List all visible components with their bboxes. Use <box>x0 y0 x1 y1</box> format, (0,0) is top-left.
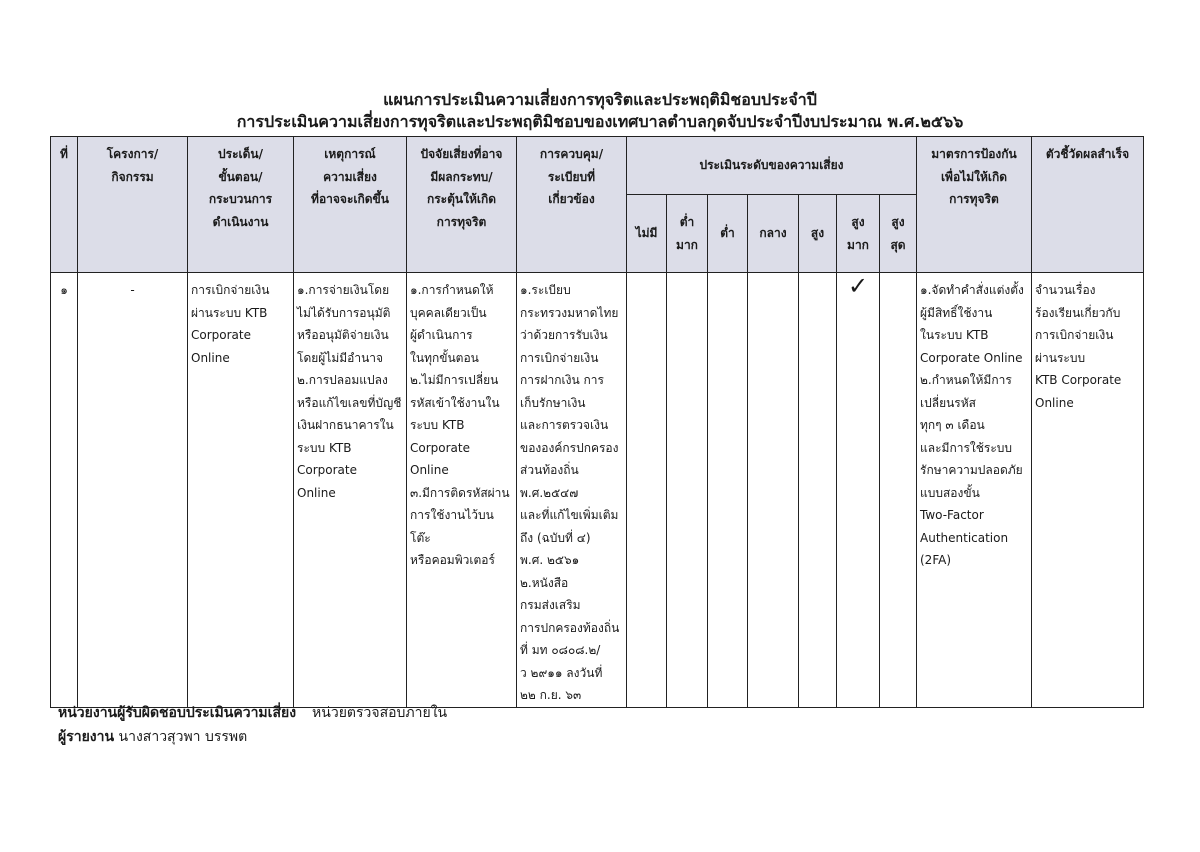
row-control: ๑.ระเบียบ กระทรวงมหาดไทย ว่าด้วยการรับเงิน การเบิกจ่ายเงิน การฝากเงิน การ เก็บรักษาเงิน และการตรวจเงิน ขององค์กรปกครอง ส่วนท้องถิ่น พ.ศ.๒๕๔๗ และที่แก้ไขเพิ่มเติม ถึง (ฉบับที่ ๔) พ.ศ. ๒๕๖๑ ๒.หนังสือ กรมส่งเสริม การปกครองท้องถิ่น ที่ มท ๐๘๐๘.๒/ ว ๒๙๑๑ ลงวันที่ ๒๒ ก.ย. ๖๓ <box>520 283 620 702</box>
risk-assessment-table <box>50 136 1144 708</box>
level-medium: กลาง <box>748 195 799 273</box>
header-project: โครงการ/ กิจกรรม <box>78 137 188 273</box>
row-level-highest <box>880 273 917 708</box>
row-no: ๑ <box>60 283 68 297</box>
table-row <box>51 273 1144 708</box>
row-prevention-cell <box>917 273 1032 708</box>
responsible-label: หน่วยงานผู้รับผิดชอบประเมินความเสี่ยง <box>58 705 297 721</box>
header-indicator: ตัวชี้วัดผลสำเร็จ <box>1032 137 1144 273</box>
footer-reporter <box>58 726 247 748</box>
level-highest: สูง สุด <box>880 195 917 273</box>
header-risk-event: เหตุการณ์ ความเสี่ยง ที่อาจจะเกิดขึ้น <box>294 137 407 273</box>
document-title: แผนการประเมินความเสี่ยงการทุจริตและประพฤติมิชอบประจำปี <box>383 90 817 109</box>
row-factor-cell <box>407 273 517 708</box>
document-subtitle: การประเมินความเสี่ยงการทุจริตและประพฤติมิชอบของเทศบาลตำบลกุดจับประจำปีงบประมาณ พ.ศ.๒๕๖๖ <box>236 112 964 131</box>
check-mark-icon: ✓ <box>847 272 869 300</box>
row-level-very-high <box>837 273 880 708</box>
row-level-medium <box>748 273 799 708</box>
row-control-cell <box>517 273 627 708</box>
level-high: สูง <box>799 195 837 273</box>
footer-responsible <box>58 702 447 724</box>
responsible-value: หน่วยตรวจสอบภายใน <box>312 705 448 721</box>
row-no-cell <box>51 273 78 708</box>
row-project: - <box>130 283 135 297</box>
reporter-value: นางสาวสุวพา บรรพต <box>118 729 248 745</box>
reporter-label: ผู้รายงาน <box>58 729 115 745</box>
header-risk-assessment: ประเมินระดับของความเสี่ยง <box>627 137 917 195</box>
level-very-low: ต่ำ มาก <box>667 195 708 273</box>
header-no: ที่ <box>51 137 78 273</box>
header-prevention: มาตรการป้องกัน เพื่อไม่ให้เกิด การทุจริต <box>917 137 1032 273</box>
row-indicator: จำนวนเรื่อง ร้องเรียนเกี่ยวกับ การเบิกจ่ายเงิน ผ่านระบบ KTB Corporate Online <box>1035 283 1122 410</box>
level-none: ไม่มี <box>627 195 667 273</box>
row-issue: การเบิกจ่ายเงิน ผ่านระบบ KTB Corporate Online <box>191 283 270 365</box>
row-indicator-cell <box>1032 273 1144 708</box>
level-very-high: สูง มาก <box>837 195 880 273</box>
header-control: การควบคุม/ ระเบียบที่ เกี่ยวข้อง <box>517 137 627 273</box>
row-event-cell <box>294 273 407 708</box>
row-level-high <box>799 273 837 708</box>
row-risk-event: ๑.การจ่ายเงินโดย ไม่ได้รับการอนุมัติ หรืออนุมัติจ่ายเงิน โดยผู้ไม่มีอำนาจ ๒.การปลอมแปลง หรือแก้ไขเลขที่บัญชี เงินฝากธนาคารใน ระบบ KTB Corporate Online <box>297 283 402 500</box>
row-risk-factor: ๑.การกำหนดให้ บุคคลเดียวเป็น ผู้ดำเนินการ ในทุกขั้นตอน ๒.ไม่มีการเปลี่ยน รหัสเข้าใช้งานใน ระบบ KTB Corporate Online ๓.มีการติดรหัสผ่าน การใช้งานไว้บนโต๊ะ หรือคอมพิวเตอร์ <box>410 283 510 567</box>
row-level-very-low <box>667 273 708 708</box>
row-issue-cell <box>188 273 294 708</box>
row-level-low <box>708 273 748 708</box>
level-low: ต่ำ <box>708 195 748 273</box>
row-project-cell <box>78 273 188 708</box>
header-risk-factor: ปัจจัยเสี่ยงที่อาจ มีผลกระทบ/ กระตุ้นให้เกิด การทุจริต <box>407 137 517 273</box>
row-prevention: ๑.จัดทำคำสั่งแต่งตั้ง ผู้มีสิทธิ์ใช้งาน ในระบบ KTB Corporate Online ๒.กำหนดให้มีการ เปลี่ยนรหัส ทุกๆ ๓ เดือน และมีการใช้ระบบ รักษาความปลอดภัย แบบสองขั้น Two-Factor Authentication (2FA) <box>920 283 1024 567</box>
row-level-none <box>627 273 667 708</box>
header-issue: ประเด็น/ ขั้นตอน/ กระบวนการ ดำเนินงาน <box>188 137 294 273</box>
